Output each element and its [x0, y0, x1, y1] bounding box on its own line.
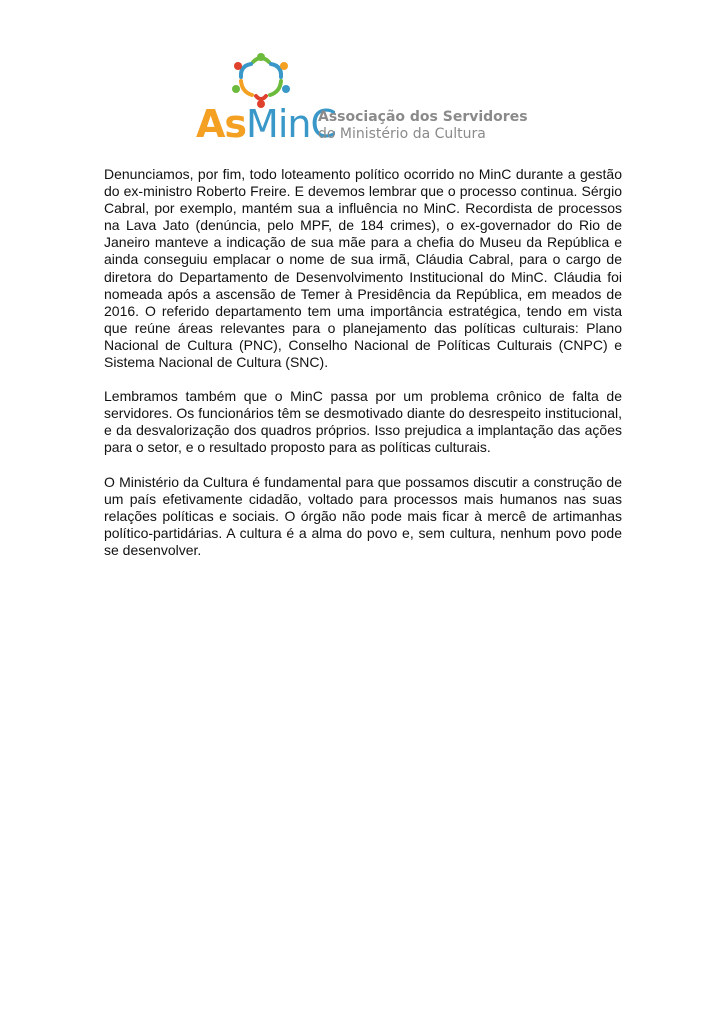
tagline-line-2: do Ministério da Cultura [318, 126, 486, 142]
body-text [104, 166, 622, 576]
logo-wordmark [196, 100, 336, 148]
asminc-logo [196, 52, 546, 144]
paragraph-3: O Ministério da Cultura é fundamental para que possamos discutir a construção de um país efetivamente cidadão, voltado para processos mais humanos nas suas relações políticas e sociais. O órgão não pode mais ficar à mercê de artimanhas político-partidárias. A cultura é a alma do povo e, sem cultura, nenhum povo pode se desenvolver. [104, 473, 622, 558]
paragraph-1: Denunciamos, por fim, todo loteamento político ocorrido no MinC durante a gestão do ex-ministro Roberto Freire. E devemos lembrar que o processo continua. Sérgio Cabral, por exemplo, mantém sua a influência no MinC. Recordista de processos na Lava Jato (denúncia, pelo MPF, de 184 crimes), o ex-governador do Rio de Janeiro manteve a indicação de sua mãe para a chefia do Museu da República e ainda conseguiu emplacar o nome de sua irmã, Cláudia Cabral, para o cargo de diretora do Departamento de Desenvolvimento Institucional do MinC. Cláudia foi nomeada após a ascensão de Temer à Presidência da República, em meados de 2016. O referido departamento tem uma importância estratégica, tendo em vista que reúne áreas relevantes para o planejamento das políticas culturais: Plano Nacional de Cultura (PNC), Conselho Nacional de Políticas Culturais (CNPC) e Sistema Nacional de Cultura (SNC). [104, 166, 622, 371]
paragraph-2: Lembramos também que o MinC passa por um problema crônico de falta de servidores. Os funcionários têm se desmotivado diante do desrespeito institucional, e da desvalorização dos quadros próprios. Isso prejudica a implantação das ações para o setor, e o resultado proposto para as políticas culturais. [104, 388, 622, 456]
logo-wordmark-minc: MinC [246, 102, 336, 146]
tagline-line-1: Associação dos Servidores [318, 109, 528, 125]
logo-wordmark-as: As [196, 102, 247, 146]
logo-tagline [318, 109, 528, 142]
